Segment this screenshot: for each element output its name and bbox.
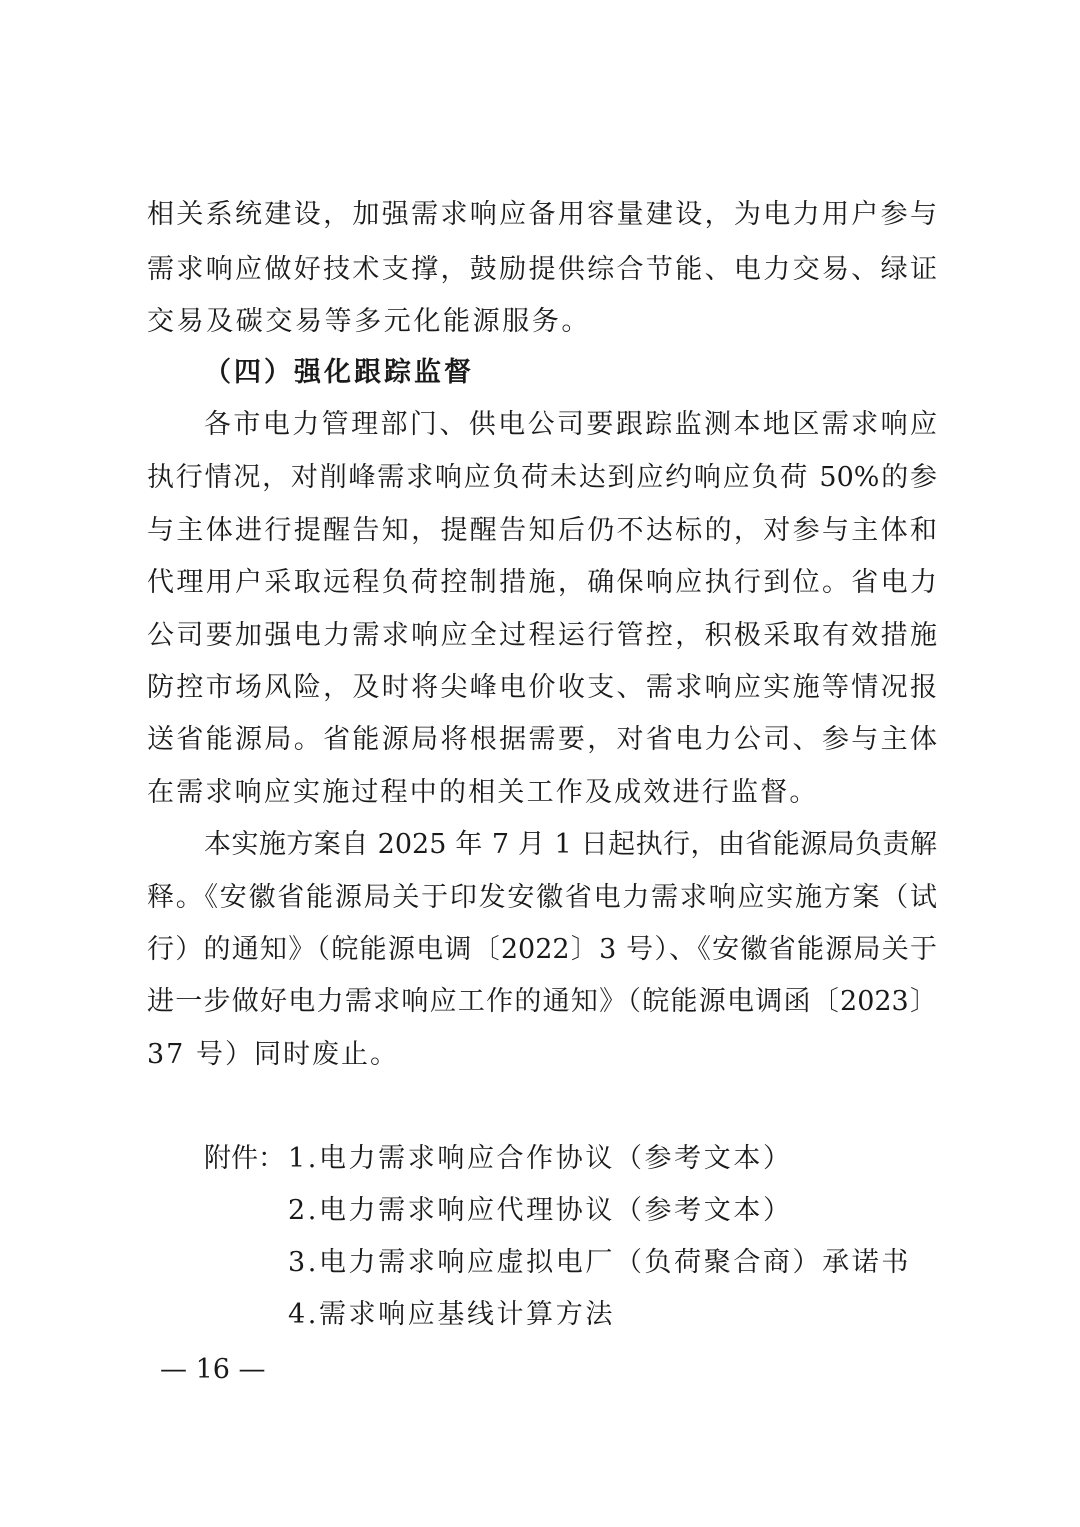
section-paragraph-line-8: 在需求响应实施过程中的相关工作及成效进行监督。 xyxy=(147,777,819,808)
section-paragraph-line-6: 防控市场风险，及时将尖峰电价收支、需求响应实施等情况报 xyxy=(147,672,937,703)
implementation-line-4: 进一步做好电力需求响应工作的通知》（皖能源电调函〔2023〕 xyxy=(147,986,937,1017)
section-paragraph-line-5: 公司要加强电力需求响应全过程运行管控，积极采取有效措施 xyxy=(147,620,937,651)
implementation-line-3: 行）的通知》（皖能源电调〔2022〕3 号）、《安徽省能源局关于 xyxy=(147,934,937,965)
section-paragraph-line-1: 各市电力管理部门、供电公司要跟踪监测本地区需求响应 xyxy=(204,409,937,440)
section-heading: （四）强化跟踪监督 xyxy=(204,357,474,388)
continuation-line-3: 交易及碳交易等多元化能源服务。 xyxy=(147,306,591,337)
section-paragraph-line-2: 执行情况，对削峰需求响应负荷未达到应约响应负荷 50%的参 xyxy=(147,462,937,493)
attachment-item-4: 4.需求响应基线计算方法 xyxy=(288,1299,615,1330)
section-paragraph-line-4: 代理用户采取远程负荷控制措施，确保响应执行到位。省电力 xyxy=(147,567,937,598)
attachment-item-2: 2.电力需求响应代理协议（参考文本） xyxy=(288,1195,793,1226)
page-number: — 16 — xyxy=(160,1354,266,1385)
continuation-line-1: 相关系统建设，加强需求响应备用容量建设，为电力用户参与 xyxy=(147,199,937,230)
continuation-line-2: 需求响应做好技术支撑，鼓励提供综合节能、电力交易、绿证 xyxy=(147,254,937,285)
implementation-line-1: 本实施方案自 2025 年 7 月 1 日起执行，由省能源局负责解 xyxy=(204,829,937,860)
implementation-line-2: 释。《安徽省能源局关于印发安徽省电力需求响应实施方案（试 xyxy=(147,882,937,913)
implementation-line-5: 37 号）同时废止。 xyxy=(147,1039,399,1070)
attachments-label: 附件： xyxy=(204,1143,285,1174)
attachment-item-1: 1.电力需求响应合作协议（参考文本） xyxy=(288,1143,793,1174)
section-paragraph-line-7: 送省能源局。省能源局将根据需要，对省电力公司、参与主体 xyxy=(147,724,937,755)
attachment-item-3: 3.电力需求响应虚拟电厂（负荷聚合商）承诺书 xyxy=(288,1247,911,1278)
section-paragraph-line-3: 与主体进行提醒告知，提醒告知后仍不达标的，对参与主体和 xyxy=(147,515,937,546)
